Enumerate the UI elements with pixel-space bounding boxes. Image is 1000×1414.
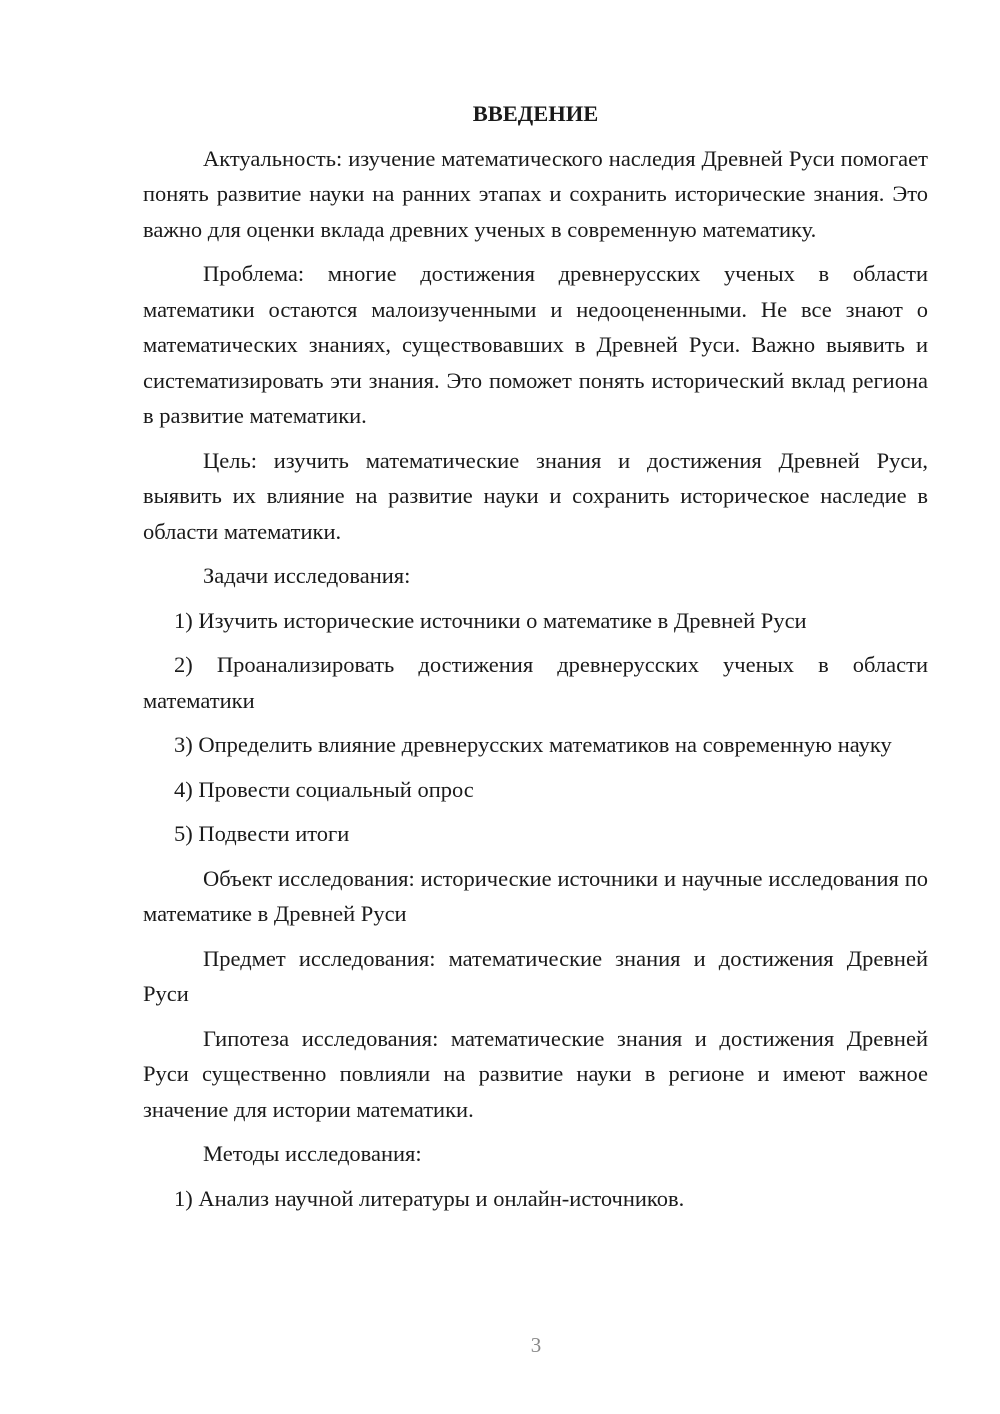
task-item: 5) Подвести итоги (174, 821, 350, 846)
task-item: 4) Провести социальный опрос (174, 776, 474, 802)
method-item: 1) Анализ научной литературы и онлайн-источников. (174, 1185, 685, 1211)
page-number: 3 (530, 1333, 542, 1357)
object-paragraph: Объект исследования: исторические источники и научные исследования по математике в Древней Руси (143, 865, 928, 926)
section-title: ВВЕДЕНИЕ (472, 101, 599, 126)
goal-paragraph: Цель: изучить математические знания и достижения Древней Руси, выявить их влияние на развитие науки и сохранить историческое наследие в области математики. (143, 447, 928, 544)
hypothesis-paragraph: Гипотеза исследования: математические знания и достижения Древней Руси существенно повлияли на развитие науки в регионе и имеют важное значение для истории математики. (143, 1025, 928, 1122)
task-item: 2) Проанализировать достижения древнерусских ученых в области математики (143, 652, 928, 713)
tasks-heading: Задачи исследования: (203, 563, 411, 588)
relevance-paragraph: Актуальность: изучение математического наследия Древней Руси помогает понять развитие науки на ранних этапах и сохранить исторические знания. Это важно для оценки вклада древних ученых в современную математику. (143, 145, 928, 242)
methods-heading: Методы исследования: (203, 1141, 422, 1166)
subject-paragraph: Предмет исследования: математические знания и достижения Древней Руси (143, 945, 928, 1006)
task-item: 3) Определить влияние древнерусских математиков на современную науку (174, 732, 892, 757)
page-content (143, 96, 928, 1216)
problem-paragraph: Проблема: многие достижения древнерусских ученых в области математики остаются малоизученными и недооцененными. Не все знают о математических знаниях, существовавших в Древней Руси. Важно выявить и систематизировать эти знания. Это поможет понять исторический вклад региона в развитие математики. (143, 261, 928, 428)
task-item: 1) Изучить исторические источники о математике в Древней Руси (174, 607, 807, 633)
